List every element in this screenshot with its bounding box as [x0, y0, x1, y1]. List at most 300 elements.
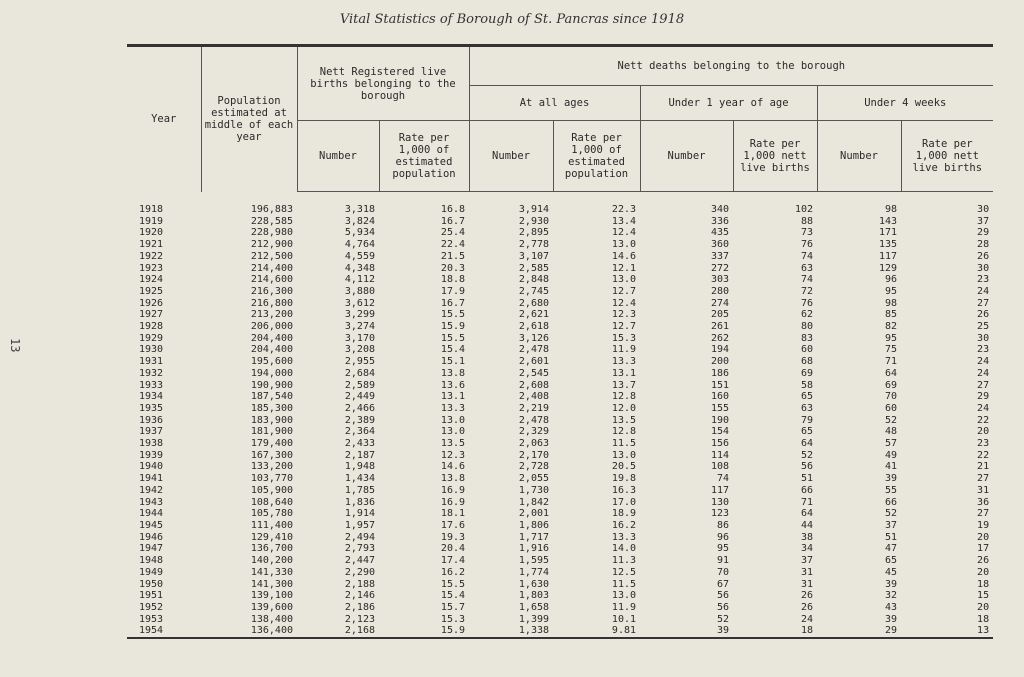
header-population: Population estimated at middle of each year: [201, 46, 297, 192]
cell-infant-rate: 37: [800, 555, 814, 567]
cell-population: 196,883: [250, 203, 293, 215]
cell-births-rate: 16.9: [440, 484, 466, 496]
cell-neonatal-rate: 23: [977, 438, 990, 450]
cell-infant-number: 114: [710, 449, 730, 461]
cell-population: 194,000: [250, 367, 293, 379]
cell-deaths-number: 1,658: [518, 601, 550, 613]
cell-deaths-number: 2,930: [518, 215, 550, 227]
cell-births-rate: 13.0: [440, 426, 466, 438]
cell-population: 141,330: [250, 566, 293, 578]
cell-infant-rate: 74: [800, 274, 814, 286]
cell-births-rate: 15.5: [440, 309, 466, 321]
cell-deaths-rate: 11.9: [611, 344, 637, 356]
cell-births-rate: 14.6: [440, 461, 466, 473]
cell-births-rate: 16.2: [440, 566, 466, 578]
cell-neonatal-number: 49: [884, 449, 898, 461]
cell-deaths-number: 2,848: [518, 274, 550, 286]
cell-infant-number: 261: [710, 321, 730, 333]
cell-year: 1921: [139, 239, 164, 251]
cell-infant-number: 117: [710, 484, 730, 496]
cell-deaths-rate: 11.3: [611, 555, 637, 567]
cell-births-number: 4,348: [344, 262, 375, 274]
cell-deaths-number: 1,630: [518, 578, 550, 590]
cell-infant-rate: 79: [800, 414, 814, 426]
cell-deaths-rate: 11.5: [611, 578, 637, 590]
cell-infant-number: 39: [716, 625, 730, 637]
table-row: [127, 263, 993, 275]
cell-births-rate: 15.5: [440, 578, 466, 590]
cell-neonatal-number: 71: [884, 356, 898, 368]
cell-neonatal-rate: 22: [977, 449, 990, 461]
cell-year: 1927: [139, 309, 164, 321]
cell-neonatal-rate: 23: [977, 344, 990, 356]
cell-deaths-number: 2,728: [518, 461, 550, 473]
cell-population: 129,410: [250, 531, 293, 543]
cell-infant-number: 155: [710, 402, 730, 414]
cell-year: 1937: [139, 426, 164, 438]
cell-neonatal-rate: 36: [977, 496, 990, 508]
cell-births-number: 1,836: [344, 496, 375, 508]
header-births-rate: Rate per 1,000 of estimated population: [379, 121, 469, 192]
cell-population: 204,400: [250, 344, 293, 356]
cell-year: 1954: [139, 625, 164, 637]
table-row: [127, 532, 993, 544]
cell-neonatal-rate: 29: [977, 227, 990, 239]
cell-population: 206,000: [250, 321, 293, 333]
cell-neonatal-number: 39: [884, 578, 898, 590]
cell-infant-rate: 26: [800, 601, 814, 613]
cell-births-number: 2,188: [344, 578, 375, 590]
cell-neonatal-rate: 13: [977, 625, 990, 637]
table-row: [127, 227, 993, 239]
cell-neonatal-number: 45: [884, 566, 898, 578]
cell-year: 1932: [139, 367, 164, 379]
cell-infant-number: 336: [710, 215, 730, 227]
cell-year: 1939: [139, 449, 164, 461]
cell-population: 185,300: [250, 402, 293, 414]
table-row: [127, 321, 993, 333]
cell-births-rate: 17.9: [440, 285, 466, 297]
cell-population: 136,400: [250, 625, 293, 637]
cell-year: 1933: [139, 379, 164, 391]
cell-neonatal-number: 70: [884, 391, 898, 403]
cell-infant-number: 151: [710, 379, 730, 391]
cell-population: 212,900: [250, 239, 293, 251]
cell-births-rate: 16.7: [440, 297, 466, 309]
cell-infant-number: 200: [710, 356, 730, 368]
cell-births-rate: 13.8: [440, 473, 466, 485]
cell-births-number: 2,793: [344, 543, 375, 555]
cell-births-rate: 15.5: [440, 332, 466, 344]
table-row: [127, 579, 993, 591]
cell-neonatal-rate: 20: [977, 426, 990, 438]
cell-births-number: 1,914: [344, 508, 375, 520]
cell-infant-number: 194: [710, 344, 730, 356]
page-number: 13: [8, 338, 22, 353]
table-row: [127, 216, 993, 228]
cell-year: 1922: [139, 250, 164, 262]
cell-infant-rate: 72: [800, 285, 814, 297]
cell-births-rate: 13.5: [440, 438, 466, 450]
cell-births-number: 1,957: [344, 519, 375, 531]
cell-deaths-number: 1,595: [518, 555, 550, 567]
cell-deaths-number: 2,895: [518, 227, 550, 239]
cell-infant-rate: 76: [800, 239, 814, 251]
cell-births-number: 2,466: [344, 402, 375, 414]
cell-births-number: 2,433: [344, 438, 375, 450]
header-deaths-group: Nett deaths belonging to the borough: [469, 46, 993, 86]
cell-neonatal-number: 52: [884, 414, 898, 426]
cell-neonatal-rate: 20: [977, 601, 990, 613]
cell-neonatal-number: 96: [884, 274, 898, 286]
cell-deaths-rate: 14.6: [611, 250, 637, 262]
cell-births-rate: 22.4: [440, 239, 466, 251]
cell-deaths-rate: 15.3: [611, 332, 637, 344]
cell-deaths-rate: 13.0: [611, 449, 637, 461]
cell-births-rate: 21.5: [440, 250, 466, 262]
cell-infant-number: 156: [710, 438, 730, 450]
cell-neonatal-number: 66: [884, 496, 898, 508]
cell-year: 1948: [139, 555, 164, 567]
cell-neonatal-rate: 29: [977, 391, 990, 403]
cell-neonatal-rate: 15: [977, 590, 990, 602]
cell-deaths-number: 1,774: [518, 566, 550, 578]
table-row: [127, 333, 993, 345]
cell-neonatal-number: 52: [884, 508, 898, 520]
cell-neonatal-rate: 30: [977, 332, 990, 344]
cell-births-number: 2,684: [344, 367, 375, 379]
cell-infant-number: 160: [710, 391, 730, 403]
cell-infant-rate: 69: [800, 367, 814, 379]
cell-births-rate: 13.6: [440, 379, 466, 391]
cell-neonatal-number: 65: [884, 555, 898, 567]
cell-year: 1924: [139, 274, 164, 286]
cell-population: 133,200: [250, 461, 293, 473]
table-row: [127, 450, 993, 462]
cell-births-number: 2,447: [344, 555, 375, 567]
cell-population: 195,600: [250, 356, 293, 368]
cell-infant-number: 67: [716, 578, 730, 590]
cell-births-number: 4,559: [344, 250, 375, 262]
cell-births-number: 5,934: [344, 227, 375, 239]
table-row: [127, 567, 993, 579]
cell-births-number: 3,612: [344, 297, 375, 309]
cell-births-number: 3,170: [344, 332, 375, 344]
cell-year: 1941: [139, 473, 164, 485]
cell-births-rate: 16.9: [440, 496, 466, 508]
cell-year: 1920: [139, 227, 164, 239]
cell-deaths-rate: 12.0: [611, 402, 637, 414]
table-row: [127, 391, 993, 403]
cell-neonatal-rate: 24: [977, 402, 990, 414]
cell-deaths-rate: 12.8: [611, 426, 637, 438]
cell-deaths-number: 1,730: [518, 484, 550, 496]
cell-infant-number: 91: [716, 555, 730, 567]
cell-deaths-rate: 22.3: [611, 204, 637, 215]
cell-infant-rate: 18: [800, 625, 814, 637]
cell-infant-number: 108: [710, 461, 730, 473]
cell-infant-number: 74: [716, 473, 730, 485]
header-deaths-number: Number: [469, 121, 553, 192]
cell-births-rate: 13.8: [440, 367, 466, 379]
cell-population: 136,700: [250, 543, 293, 555]
cell-deaths-number: 2,545: [518, 367, 550, 379]
cell-births-number: 1,434: [344, 473, 375, 485]
cell-neonatal-rate: 22: [977, 414, 990, 426]
table-row: [127, 497, 993, 509]
cell-deaths-rate: 12.1: [611, 262, 637, 274]
cell-population: 140,200: [250, 555, 293, 567]
cell-neonatal-number: 41: [884, 461, 898, 473]
cell-neonatal-rate: 31: [977, 484, 990, 496]
cell-neonatal-number: 47: [884, 543, 898, 555]
cell-year: 1930: [139, 344, 164, 356]
cell-year: 1942: [139, 484, 164, 496]
header-infant-rate: Rate per 1,000 nett live births: [733, 121, 817, 192]
cell-neonatal-rate: 37: [977, 215, 990, 227]
table-row: [127, 614, 993, 626]
cell-infant-number: 56: [716, 590, 730, 602]
cell-deaths-number: 2,621: [518, 309, 550, 321]
cell-infant-number: 186: [710, 367, 730, 379]
cell-neonatal-number: 117: [878, 250, 898, 262]
cell-neonatal-rate: 24: [977, 367, 990, 379]
cell-infant-number: 52: [716, 613, 730, 625]
cell-births-rate: 13.1: [440, 391, 466, 403]
cell-neonatal-rate: 27: [977, 508, 990, 520]
cell-deaths-rate: 11.9: [611, 601, 637, 613]
cell-deaths-number: 2,219: [518, 402, 550, 414]
cell-births-rate: 17.4: [440, 555, 466, 567]
cell-births-number: 3,824: [344, 215, 375, 227]
cell-infant-rate: 83: [800, 332, 814, 344]
cell-year: 1953: [139, 613, 164, 625]
cell-deaths-number: 1,803: [518, 590, 550, 602]
cell-year: 1935: [139, 402, 164, 414]
cell-year: 1918: [139, 203, 164, 215]
cell-deaths-number: 2,778: [518, 239, 550, 251]
cell-births-number: 2,494: [344, 531, 375, 543]
cell-infant-rate: 63: [800, 262, 814, 274]
cell-births-number: 3,299: [344, 309, 375, 321]
cell-deaths-rate: 12.4: [611, 297, 637, 309]
cell-infant-rate: 26: [800, 590, 814, 602]
cell-deaths-rate: 19.8: [611, 473, 637, 485]
cell-infant-rate: 64: [800, 508, 814, 520]
cell-infant-number: 280: [710, 285, 730, 297]
cell-births-rate: 18.8: [440, 274, 466, 286]
cell-births-rate: 15.4: [440, 590, 466, 602]
cell-deaths-number: 2,001: [518, 508, 550, 520]
cell-infant-rate: 66: [800, 484, 814, 496]
cell-infant-rate: 65: [800, 426, 814, 438]
cell-infant-rate: 51: [800, 473, 814, 485]
cell-births-rate: 18.1: [440, 508, 466, 520]
cell-deaths-rate: 10.1: [611, 613, 637, 625]
cell-births-rate: 15.7: [440, 601, 466, 613]
table-row: [127, 426, 993, 438]
cell-neonatal-number: 129: [878, 262, 898, 274]
cell-infant-number: 360: [710, 239, 730, 251]
table-row: [127, 485, 993, 497]
cell-population: 204,400: [250, 332, 293, 344]
page-title: Vital Statistics of Borough of St. Pancras since 1918: [339, 12, 685, 27]
cell-infant-number: 337: [710, 250, 730, 262]
table-row: [127, 590, 993, 602]
cell-deaths-rate: 13.3: [611, 531, 637, 543]
cell-neonatal-number: 60: [884, 402, 898, 414]
cell-population: 216,300: [250, 285, 293, 297]
cell-births-number: 4,112: [344, 274, 375, 286]
cell-neonatal-number: 39: [884, 613, 898, 625]
cell-infant-rate: 31: [800, 566, 814, 578]
cell-infant-number: 96: [716, 531, 730, 543]
cell-deaths-number: 2,478: [518, 414, 550, 426]
cell-deaths-rate: 11.5: [611, 438, 637, 450]
cell-deaths-number: 2,329: [518, 426, 550, 438]
cell-births-number: 2,290: [344, 566, 375, 578]
cell-births-number: 2,955: [344, 356, 375, 368]
vital-statistics-table: [127, 44, 993, 641]
cell-deaths-number: 3,126: [518, 332, 550, 344]
table-row: [127, 438, 993, 450]
cell-infant-rate: 62: [800, 309, 814, 321]
cell-births-number: 3,274: [344, 321, 375, 333]
cell-neonatal-rate: 24: [977, 285, 990, 297]
cell-births-rate: 16.8: [440, 204, 466, 215]
cell-births-number: 2,449: [344, 391, 375, 403]
cell-neonatal-rate: 26: [977, 555, 990, 567]
header-births-number: Number: [297, 121, 379, 192]
cell-neonatal-number: 37: [884, 519, 898, 531]
table-row: [127, 415, 993, 427]
cell-births-rate: 15.9: [440, 321, 466, 333]
cell-infant-rate: 56: [800, 461, 814, 473]
cell-deaths-number: 2,170: [518, 449, 550, 461]
cell-year: 1923: [139, 262, 164, 274]
cell-neonatal-rate: 23: [977, 274, 990, 286]
cell-neonatal-rate: 21: [977, 461, 990, 473]
cell-births-number: 2,123: [344, 613, 375, 625]
cell-population: 141,300: [250, 578, 293, 590]
cell-population: 167,300: [250, 449, 293, 461]
cell-year: 1919: [139, 215, 164, 227]
cell-neonatal-rate: 24: [977, 356, 990, 368]
header-all-ages: At all ages: [469, 86, 640, 121]
cell-year: 1952: [139, 601, 164, 613]
table-row: [127, 309, 993, 321]
table-row: [127, 380, 993, 392]
cell-deaths-rate: 13.0: [611, 239, 637, 251]
cell-infant-number: 272: [710, 262, 730, 274]
cell-births-rate: 19.3: [440, 531, 466, 543]
table-row: [127, 239, 993, 251]
cell-deaths-rate: 20.5: [611, 461, 637, 473]
cell-neonatal-number: 95: [884, 332, 898, 344]
cell-infant-rate: 64: [800, 438, 814, 450]
table-row: [127, 286, 993, 298]
cell-births-number: 2,389: [344, 414, 375, 426]
cell-infant-number: 130: [710, 496, 730, 508]
cell-year: 1943: [139, 496, 164, 508]
cell-deaths-number: 2,618: [518, 321, 550, 333]
table-row: [127, 298, 993, 310]
cell-neonatal-rate: 19: [977, 519, 990, 531]
cell-year: 1928: [139, 321, 164, 333]
cell-year: 1940: [139, 461, 164, 473]
cell-births-number: 3,208: [344, 344, 375, 356]
cell-deaths-number: 2,478: [518, 344, 550, 356]
cell-deaths-number: 1,338: [518, 625, 550, 637]
cell-deaths-number: 2,601: [518, 356, 550, 368]
cell-deaths-rate: 13.0: [611, 590, 637, 602]
cell-deaths-number: 1,399: [518, 613, 550, 625]
cell-births-rate: 12.3: [440, 449, 466, 461]
table-row: [127, 274, 993, 286]
cell-neonatal-rate: 28: [977, 239, 990, 251]
cell-deaths-rate: 13.0: [611, 274, 637, 286]
cell-neonatal-number: 51: [884, 531, 898, 543]
cell-neonatal-number: 98: [884, 297, 898, 309]
cell-infant-rate: 60: [800, 344, 814, 356]
cell-neonatal-rate: 18: [977, 578, 990, 590]
cell-population: 105,900: [250, 484, 293, 496]
cell-births-rate: 15.4: [440, 344, 466, 356]
cell-population: 228,980: [250, 227, 293, 239]
table-row: [127, 251, 993, 263]
cell-neonatal-number: 135: [878, 239, 898, 251]
table-row: [127, 461, 993, 473]
cell-neonatal-number: 48: [884, 426, 898, 438]
cell-deaths-number: 1,806: [518, 519, 550, 531]
cell-population: 190,900: [250, 379, 293, 391]
header-under-1-year: Under 1 year of age: [640, 86, 817, 121]
cell-infant-rate: 44: [800, 519, 814, 531]
cell-neonatal-rate: 27: [977, 379, 990, 391]
cell-population: 181,900: [250, 426, 293, 438]
header-neonatal-rate: Rate per 1,000 nett live births: [901, 121, 993, 192]
cell-year: 1945: [139, 519, 164, 531]
cell-year: 1936: [139, 414, 164, 426]
cell-neonatal-number: 171: [878, 227, 898, 239]
cell-deaths-number: 3,107: [518, 250, 550, 262]
table-row: [127, 192, 993, 216]
cell-deaths-number: 2,608: [518, 379, 550, 391]
header-births-group: Nett Registered live births belonging to the borough: [297, 46, 469, 121]
cell-births-number: 2,187: [344, 449, 375, 461]
cell-neonatal-rate: 20: [977, 531, 990, 543]
cell-neonatal-number: 32: [884, 590, 898, 602]
cell-infant-rate: 68: [800, 356, 814, 368]
cell-year: 1951: [139, 590, 164, 602]
cell-births-rate: 13.3: [440, 402, 466, 414]
cell-deaths-number: 2,680: [518, 297, 550, 309]
cell-infant-rate: 74: [800, 250, 814, 262]
cell-population: 214,600: [250, 274, 293, 286]
cell-deaths-rate: 13.7: [611, 379, 637, 391]
cell-births-number: 4,764: [344, 239, 375, 251]
cell-neonatal-number: 64: [884, 367, 898, 379]
cell-neonatal-rate: 25: [977, 321, 990, 333]
cell-neonatal-number: 98: [884, 204, 898, 215]
cell-infant-number: 205: [710, 309, 730, 321]
table-row: [127, 520, 993, 532]
table-row: [127, 473, 993, 485]
table-row: [127, 508, 993, 520]
cell-population: 108,640: [250, 496, 293, 508]
cell-infant-rate: 76: [800, 297, 814, 309]
table-row: [127, 403, 993, 415]
